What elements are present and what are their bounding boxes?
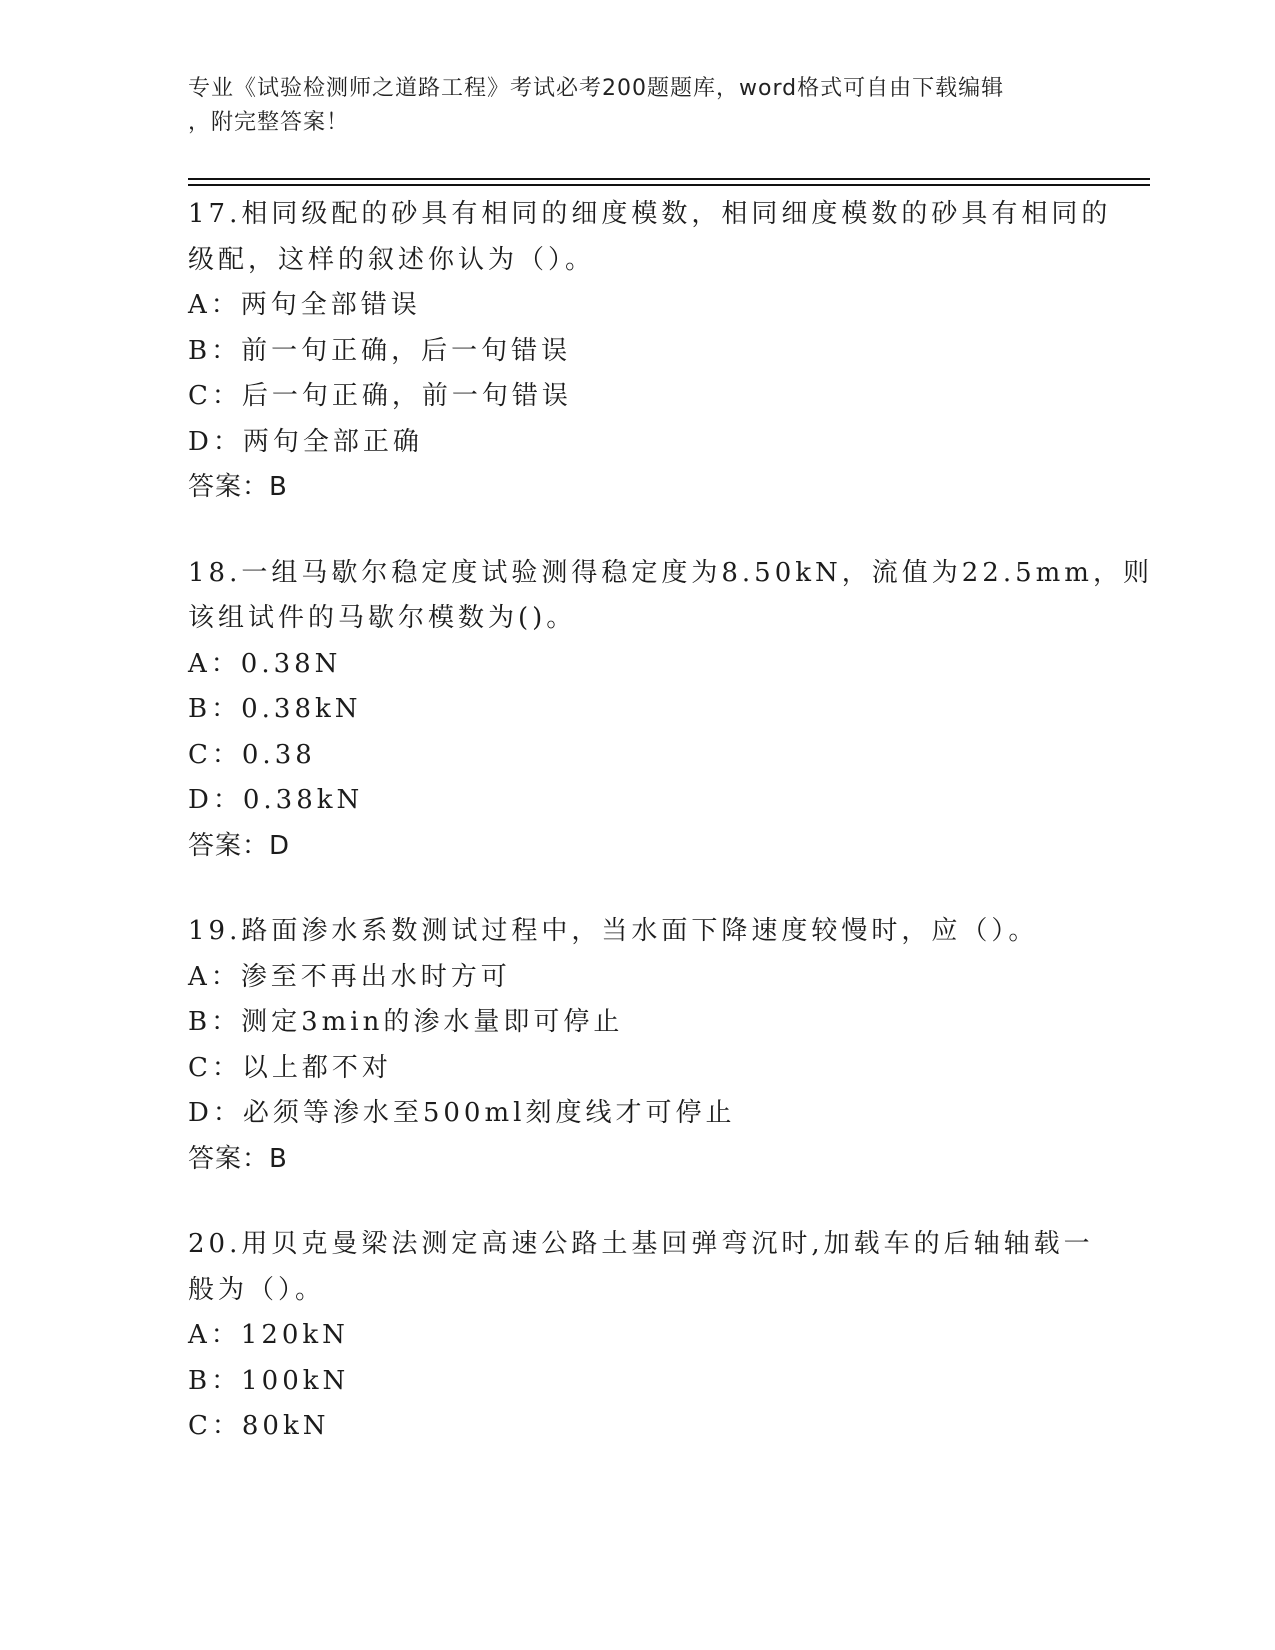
option-d: D：两句全部正确 — [188, 426, 423, 457]
question-19 — [188, 909, 1088, 1182]
document-header — [188, 72, 1068, 140]
question-17 — [188, 192, 1112, 511]
question-18 — [188, 551, 1153, 870]
question-stem: 20.用贝克曼梁法测定高速公路土基回弹弯沉时,加载车的后轴轴载一 — [188, 1229, 1094, 1259]
answer: 答案：B — [188, 472, 288, 502]
option-c: C：80kN — [188, 1411, 330, 1441]
answer: 答案：B — [188, 1143, 288, 1174]
answer: 答案：D — [188, 830, 291, 861]
option-c: C：后一句正确，前一句错误 — [188, 381, 572, 411]
option-d: D：必须等渗水至500ml刻度线才可停止 — [188, 1098, 736, 1128]
header-divider-bottom — [188, 184, 1150, 186]
option-b: B：前一句正确，后一句错误 — [188, 335, 572, 366]
question-stem: 该组试件的马歇尔模数为()。 — [188, 603, 577, 633]
question-stem: 般为（）。 — [188, 1274, 326, 1305]
option-c: C：以上都不对 — [188, 1052, 392, 1083]
header-line-2: ，附完整答案！ — [188, 110, 350, 135]
question-stem: 18.一组马歇尔稳定度试验测得稳定度为8.50kN，流值为22.5mm，则 — [188, 557, 1153, 588]
option-a: A：0.38N — [188, 648, 342, 679]
header-line-1: 专业《试验检测师之道路工程》考试必考200题题库，word格式可自由下载编辑 — [188, 76, 1005, 101]
option-d: D：0.38kN — [188, 785, 364, 815]
question-stem: 19.路面渗水系数测试过程中，当水面下降速度较慢时，应（）。 — [188, 916, 1039, 946]
option-a: A：渗至不再出水时方可 — [188, 961, 511, 992]
question-stem: 级配，这样的叙述你认为（）。 — [188, 244, 596, 275]
header-divider-top — [188, 178, 1150, 180]
question-stem: 17.相同级配的砂具有相同的细度模数，相同细度模数的砂具有相同的 — [188, 199, 1112, 229]
option-b: B：100kN — [188, 1365, 350, 1396]
option-a: A：两句全部错误 — [188, 290, 421, 320]
option-a: A：120kN — [188, 1320, 349, 1350]
option-c: C：0.38 — [188, 739, 316, 770]
option-b: B：0.38kN — [188, 694, 362, 724]
question-list — [188, 192, 1153, 1490]
question-20 — [188, 1222, 1094, 1450]
option-b: B：测定3min的渗水量即可停止 — [188, 1007, 624, 1037]
